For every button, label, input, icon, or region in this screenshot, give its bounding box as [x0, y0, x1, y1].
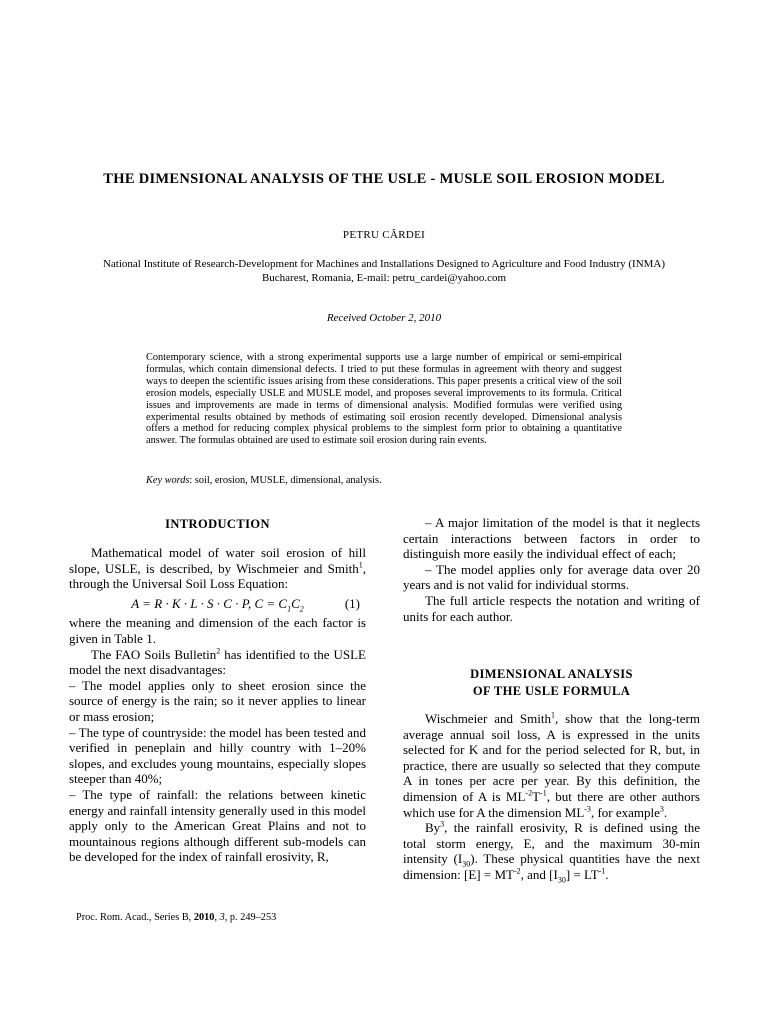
right-column — [403, 515, 700, 624]
disadvantage-item-3: – The type of rainfall: the relations between kinetic energy and rainfall intensity generally used in this model apply only to the American Great Plains and not to mountainous regions although different sub-models can be developed for the index of rainfall erosivity, R, — [69, 786, 366, 865]
dimensional-analysis-heading: DIMENSIONAL ANALYSIS OF THE USLE FORMULA — [470, 667, 633, 698]
left-column — [69, 545, 366, 865]
affiliation-line-2: Bucharest, Romania, E-mail: petru_cardei@yahoo.com — [261, 271, 507, 284]
keywords-label: Key words — [146, 475, 190, 486]
disadvantage-item-2: – The type of countryside: the model has been tested and verified in peneplain and hilly country with 1–20% slopes, and excludes young mountains, especially slopes steeper than 40%; — [69, 724, 366, 787]
dimensional-analysis-body — [403, 711, 700, 883]
keywords — [146, 475, 622, 486]
affiliation-line-1: National Institute of Research-Development for Machines and Installations Designed to Agriculture and Food Industry (INMA) — [102, 258, 666, 270]
intro-paragraph-1: Mathematical model of water soil erosion of hill slope, USLE, is described, by Wischmeier and Smith$^1$, through the Universal Soil Loss Equation: — [69, 545, 366, 592]
received-date: Received October 2, 2010 — [326, 312, 442, 324]
keywords-list: : soil, erosion, MUSLE, dimensional, analysis. — [189, 475, 382, 486]
abstract: Contemporary science, with a strong experimental supports use a large number of empirical or semi-empirical formulas, which contain dimensional defects. I tried to put these formulas in agreement with theory and suggest ways to deepen the scientific issues arising from these considerations. This paper presents a critical view of the soil erosion models, especially USLE and MUSLE model, and proposes several improvements to its formula. Critical issues and improvements are made in terms of dimensional analysis. Modified formulas were verified using experimental results obtained by methods of estimating soil erosion recently developed. Dimensional analysis offers a method for reducing complex physical problems to the simplest form prior to obtaining a quantitative answer. The formulas obtained are used to estimate soil erosion during rain events. — [146, 352, 622, 447]
paper-title: THE DIMENSIONAL ANALYSIS OF THE USLE - MUSLE SOIL EROSION MODEL — [103, 171, 665, 187]
dim-paragraph-2: By$^3$, the rainfall erosivity, R is defined using the total storm energy, E, and the maximum 30-min intensity $(I_{30})$. These physical quantities have the next dimension: $[E] = MT^{-2}$, and $[I_{30}] = LT^{-1}$. — [403, 819, 701, 885]
disadvantage-item-4: – A major limitation of the model is that it neglects certain interactions between factors in order to distinguish more easily the individual effect of each; — [403, 515, 700, 562]
disadvantage-item-5: – The model applies only for average data over 20 years and is not valid for individual storms. — [403, 561, 700, 593]
notation-paragraph: The full article respects the notation and writing of units for each author. — [403, 592, 700, 624]
author-name: PETRU CÂRDEI — [342, 229, 426, 241]
introduction-heading: INTRODUCTION — [165, 517, 270, 531]
intro-paragraph-3: The FAO Soils Bulletin$^2$ has identified to the USLE model the next disadvantages: — [69, 646, 367, 678]
journal-citation: Proc. Rom. Acad., Series B, 2010, 3, p. 249–253 — [76, 912, 277, 923]
disadvantage-item-1: – The model applies only to sheet erosion since the source of energy is the rain; so it never applies to linear or mass erosion; — [69, 677, 366, 724]
dim-paragraph-1: Wischmeier and Smith$^1$, show that the long-term average annual soil loss, A is expressed in the units selected for K and for the period selected for R, but, in practice, there are usually so selected that they compute A in tones per acre per year. By this definition, the dimension of A is $ML^{-2}T^{-1}$, but there are other authors which use for A the dimension $ML^{-3}$, for example$^3$. — [403, 710, 700, 820]
equation-1: A = R · K · L · S · C · P, $C = C_1C_2$ (1) — [131, 595, 360, 614]
intro-paragraph-2: where the meaning and dimension of the each factor is given in Table 1. — [69, 615, 366, 646]
equation-number: (1) — [344, 595, 360, 611]
affiliation — [60, 258, 708, 285]
